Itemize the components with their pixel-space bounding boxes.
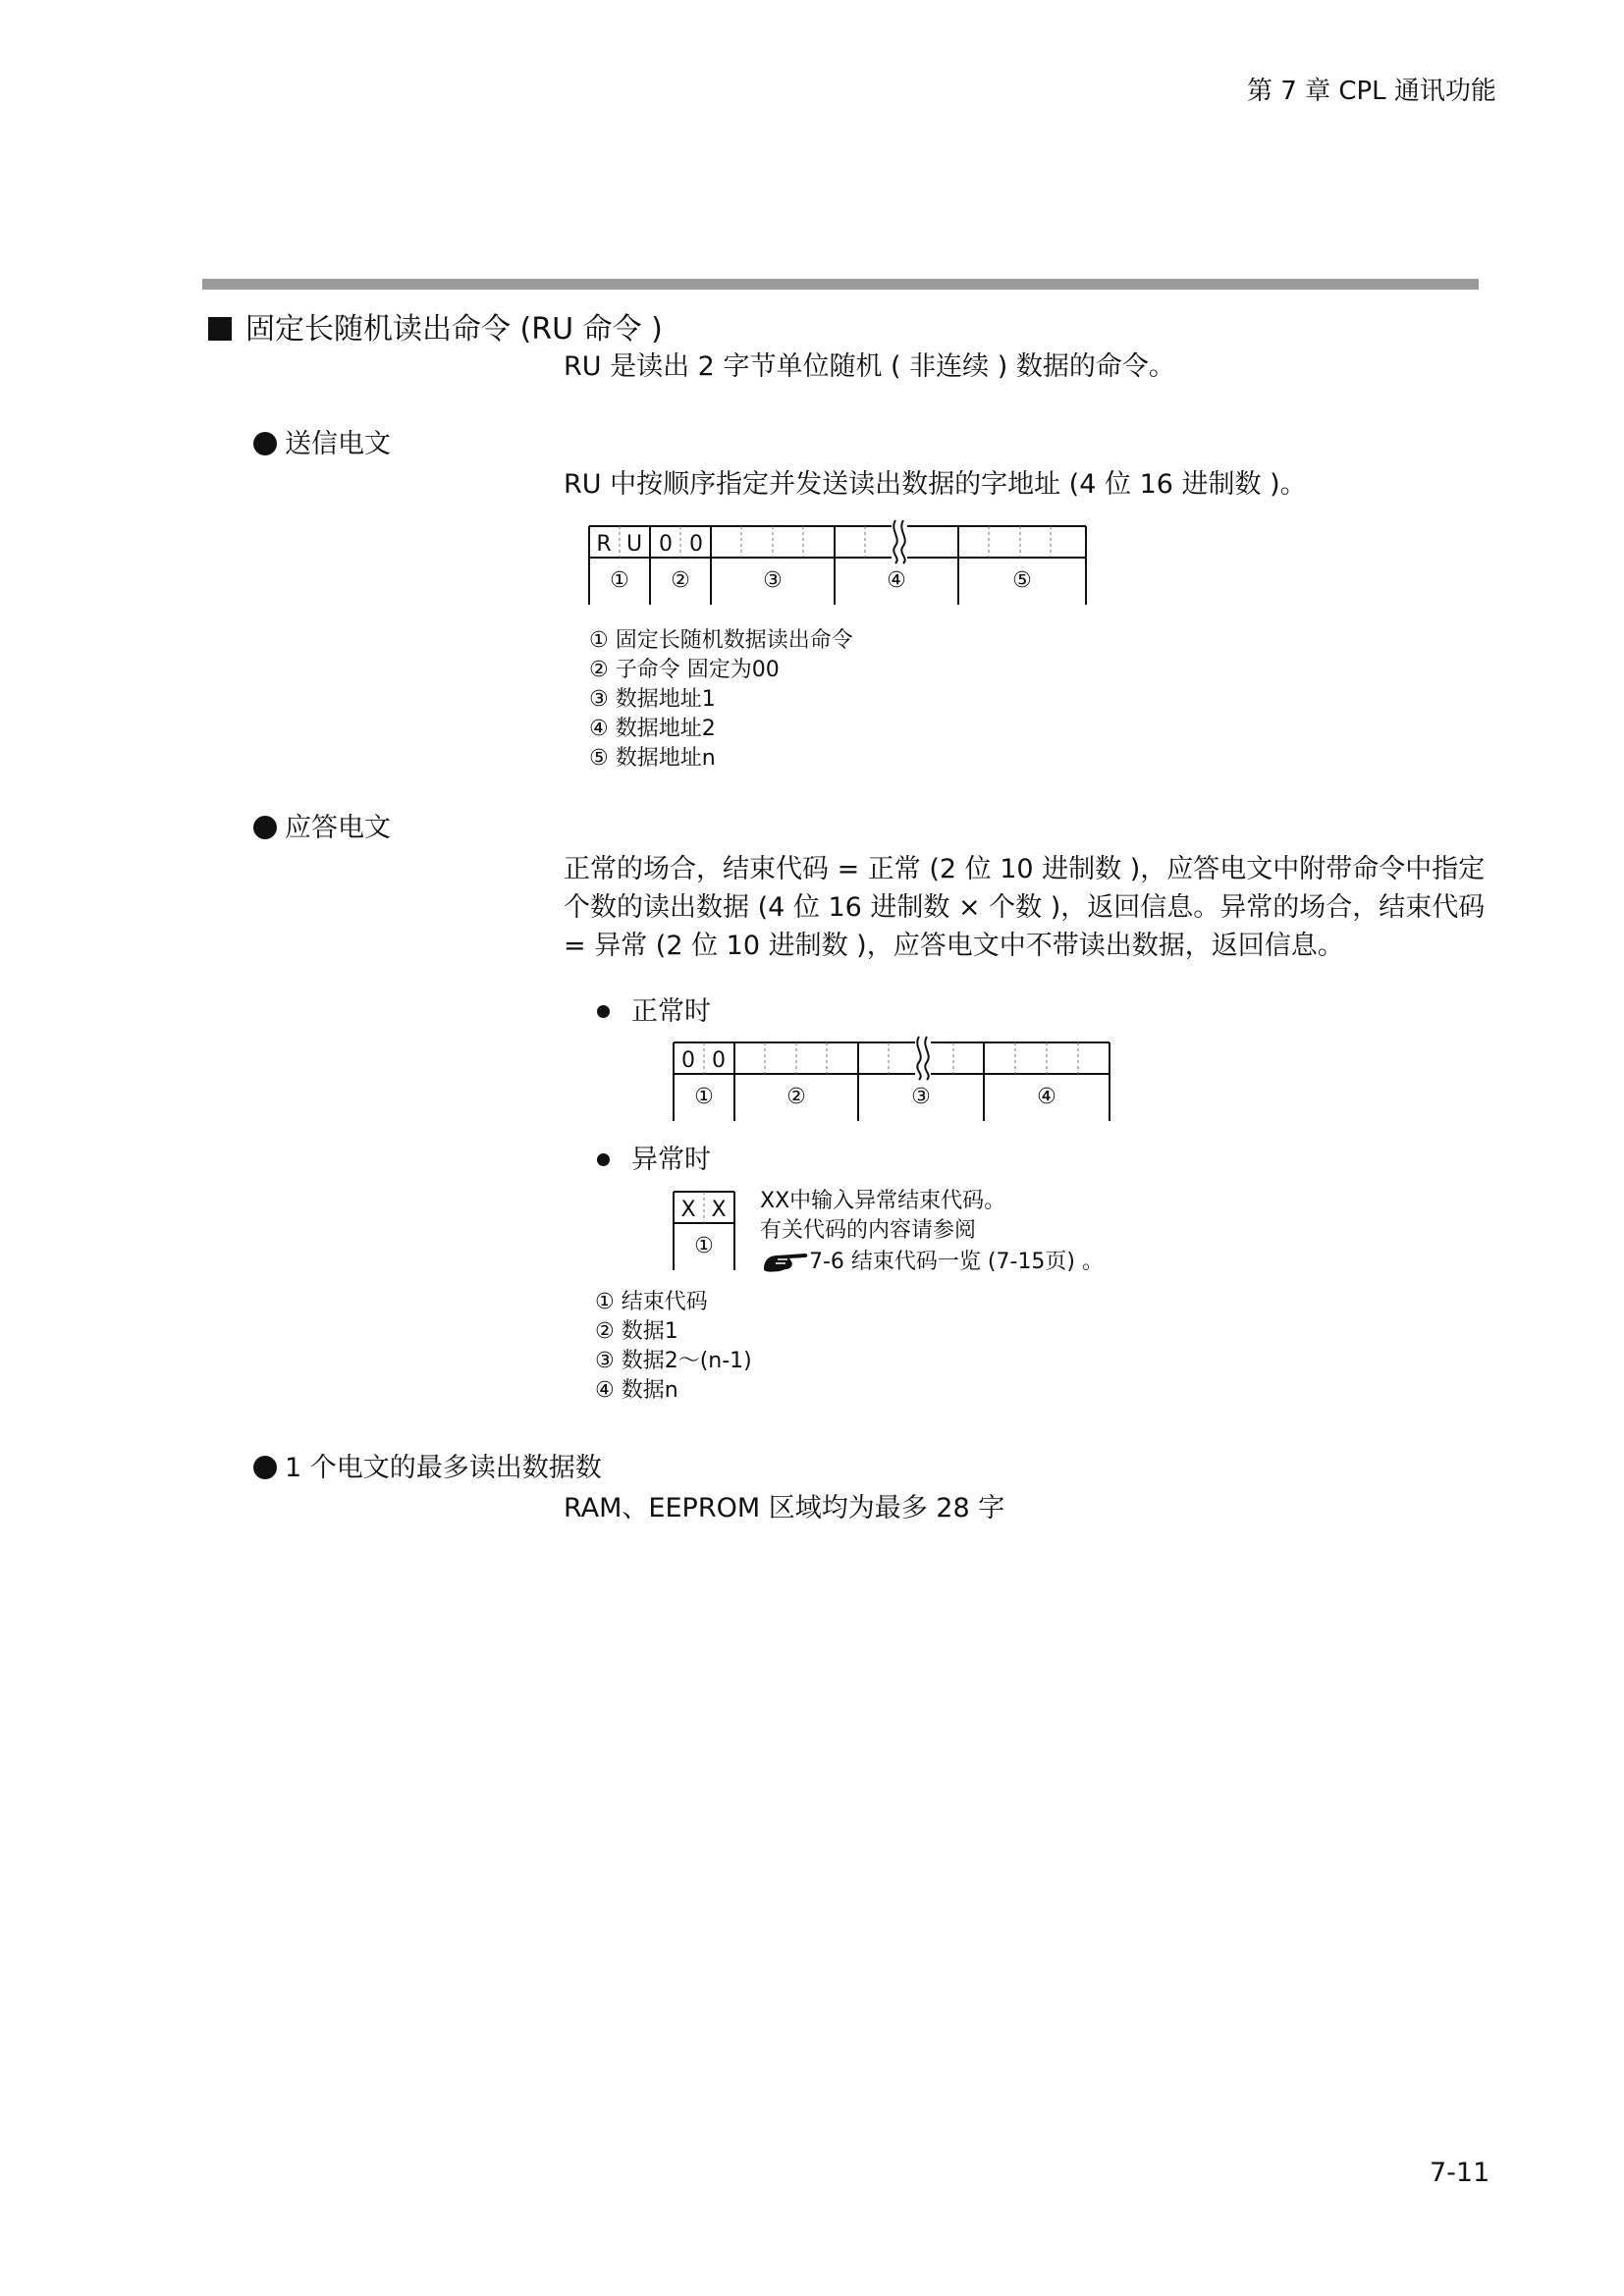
- field-mark: ①: [610, 568, 629, 593]
- field-mark: ③: [911, 1085, 931, 1109]
- abnormal-note-line2: 有关代码的内容请参阅: [760, 1218, 977, 1243]
- send-description: RU 中按顺序指定并发送读出数据的字地址 (4 位 16 进制数 )。: [564, 469, 1307, 500]
- frame-char: 0: [681, 1048, 695, 1073]
- frame-char: 0: [659, 532, 673, 557]
- response-description: 正常的场合，结束代码 = 正常 (2 位 10 进制数 )，应答电文中附带命令中指定个数的读出数据 (4 位 16 进制数 × 个数 )，返回信息。异常的场合，结束代码 = 异常 (2 位 10 进制数 )，应答电文中不带读出数据，返回信息。: [564, 854, 1486, 961]
- legend-item: ⑤ 数据地址n: [589, 746, 716, 771]
- normal-frame-diagram: [664, 1035, 1121, 1125]
- note-ref-text: 7-6 结束代码一览 (7-15页) 。: [809, 1250, 1105, 1274]
- break-mark-icon: [892, 520, 907, 563]
- response-legend: [595, 1288, 752, 1406]
- response-heading-text: 应答电文: [285, 813, 391, 843]
- abnormal-note-ref: [762, 1248, 1104, 1275]
- field-mark: ④: [887, 568, 906, 593]
- legend-item: ③ 数据地址1: [589, 687, 716, 712]
- bullet-icon: [253, 1456, 277, 1479]
- max-read-heading: [253, 1453, 602, 1484]
- small-bullet-icon: [597, 1153, 610, 1166]
- break-mark-icon: [915, 1037, 931, 1080]
- legend-item: ① 结束代码: [595, 1290, 708, 1314]
- legend-item: ③ 数据2～(n-1): [595, 1349, 752, 1373]
- normal-label-text: 正常时: [631, 996, 711, 1027]
- abnormal-frame-diagram: [664, 1184, 752, 1274]
- section-divider: [202, 279, 1479, 290]
- bullet-icon: [253, 432, 277, 455]
- frame-char: X: [711, 1198, 727, 1222]
- frame-char: 0: [689, 532, 703, 557]
- small-bullet-icon: [597, 1005, 610, 1018]
- frame-char: X: [680, 1198, 696, 1222]
- section-title-text: 固定长随机读出命令 (RU 命令 ): [245, 312, 663, 347]
- legend-item: ② 数据1: [595, 1319, 678, 1344]
- abnormal-note-line1: XX中输入异常结束代码。: [760, 1189, 1006, 1213]
- response-heading: [253, 813, 391, 844]
- field-mark: ②: [786, 1085, 806, 1109]
- legend-item: ① 固定长随机数据读出命令: [589, 628, 853, 653]
- send-heading-text: 送信电文: [285, 429, 391, 459]
- field-mark: ③: [763, 568, 783, 593]
- max-read-description: RAM、EEPROM 区域均为最多 28 字: [564, 1493, 1005, 1523]
- frame-char: R: [596, 532, 612, 557]
- square-bullet-icon: [208, 317, 232, 341]
- field-mark: ①: [694, 1085, 714, 1109]
- field-mark: ⑤: [1012, 568, 1032, 593]
- frame-char: U: [625, 532, 643, 557]
- section-intro: RU 是读出 2 字节单位随机 ( 非连续 ) 数据的命令。: [564, 351, 1175, 382]
- chapter-header: 第 7 章 CPL 通讯功能: [1247, 77, 1496, 106]
- legend-item: ④ 数据n: [595, 1378, 678, 1403]
- send-frame-diagram: [579, 518, 1100, 609]
- field-mark: ④: [1037, 1085, 1056, 1109]
- page-number: 7-11: [1430, 2158, 1490, 2188]
- max-read-heading-text: 1 个电文的最多读出数据数: [285, 1453, 602, 1483]
- bullet-icon: [253, 816, 277, 839]
- send-legend: [589, 626, 853, 774]
- field-mark: ①: [694, 1234, 714, 1258]
- abnormal-label-text: 异常时: [631, 1145, 711, 1175]
- normal-label: [597, 996, 711, 1028]
- pointing-hand-icon: [762, 1248, 809, 1273]
- frame-char: 0: [712, 1048, 726, 1073]
- legend-item: ④ 数据地址2: [589, 717, 716, 741]
- section-title: [208, 312, 663, 347]
- abnormal-label: [597, 1145, 711, 1176]
- legend-item: ② 子命令 固定为00: [589, 658, 780, 682]
- send-heading: [253, 429, 391, 460]
- field-mark: ②: [671, 568, 690, 593]
